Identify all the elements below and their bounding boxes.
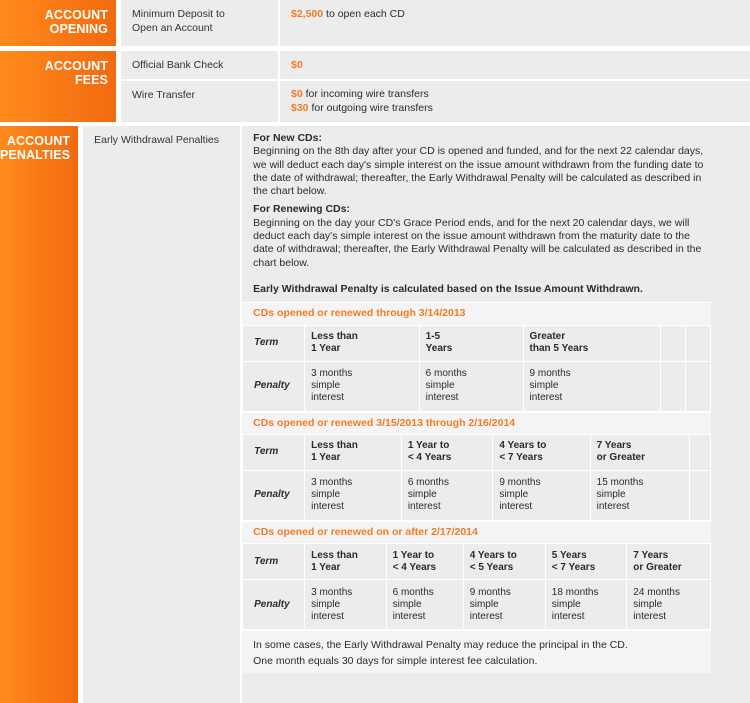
term-cell: Greater than 5 Years bbox=[523, 325, 661, 361]
term-row bbox=[243, 434, 711, 470]
category-account-opening bbox=[0, 0, 116, 46]
category-line: OPENING bbox=[49, 22, 108, 36]
minimum-deposit-label: Minimum Deposit to Open an Account bbox=[121, 0, 278, 46]
penalty-cell: 3 months simple interest bbox=[305, 580, 387, 630]
term-cell: 7 Years or Greater bbox=[590, 434, 689, 470]
term-row-label: Term bbox=[243, 544, 305, 580]
term-cell: 4 Years to < 7 Years bbox=[493, 434, 590, 470]
empty-cell bbox=[686, 325, 711, 361]
section-account-fees bbox=[0, 51, 750, 122]
penalty-cell: 6 months simple interest bbox=[401, 470, 493, 520]
term-row bbox=[243, 325, 711, 361]
footnote-month-days: One month equals 30 days for simple interest fee calculation. bbox=[253, 655, 538, 668]
category-line: FEES bbox=[74, 73, 108, 87]
early-withdrawal-details bbox=[242, 126, 750, 703]
penalty-table bbox=[242, 543, 711, 630]
penalty-row bbox=[243, 470, 711, 520]
term-cell: Less than 1 Year bbox=[305, 325, 420, 361]
penalty-row bbox=[243, 361, 711, 411]
wire-transfer-label: Wire Transfer bbox=[121, 81, 278, 122]
term-cell: 1 Year to < 4 Years bbox=[401, 434, 493, 470]
section-account-penalties bbox=[0, 126, 750, 703]
category-line: ACCOUNT bbox=[44, 59, 108, 73]
renewing-cds-heading: For Renewing CDs: bbox=[253, 203, 350, 216]
empty-cell bbox=[690, 470, 711, 520]
term-cell: 1 Year to < 4 Years bbox=[386, 544, 463, 580]
penalty-cell: 3 months simple interest bbox=[305, 361, 420, 411]
category-line: PENALTIES bbox=[0, 148, 71, 162]
bank-check-amount: $0 bbox=[291, 59, 303, 71]
footnote-principal: In some cases, the Early Withdrawal Penalty may reduce the principal in the CD. bbox=[253, 639, 628, 652]
penalty-cell: 3 months simple interest bbox=[305, 470, 402, 520]
term-row bbox=[243, 544, 711, 580]
penalty-calc-note: Early Withdrawal Penalty is calculated based on the Issue Amount Withdrawn. bbox=[253, 282, 643, 295]
penalty-table bbox=[242, 325, 711, 412]
term-cell: 7 Years or Greater bbox=[627, 544, 711, 580]
category-account-penalties bbox=[0, 126, 78, 703]
penalty-cell: 9 months simple interest bbox=[463, 580, 545, 630]
term-cell: Less than 1 Year bbox=[305, 434, 402, 470]
penalty-cell: 24 months simple interest bbox=[627, 580, 711, 630]
term-cell: 5 Years < 7 Years bbox=[545, 544, 627, 580]
term-row-label: Term bbox=[243, 325, 305, 361]
term-cell: 4 Years to < 5 Years bbox=[463, 544, 545, 580]
category-account-fees bbox=[0, 51, 116, 122]
wire-out-amount: $30 bbox=[291, 102, 309, 114]
empty-cell bbox=[661, 361, 686, 411]
term-row-label: Term bbox=[243, 434, 305, 470]
early-withdrawal-label: Early Withdrawal Penalties bbox=[83, 126, 240, 703]
footnotes bbox=[242, 630, 711, 673]
penalty-row-label: Penalty bbox=[243, 580, 305, 630]
penalty-table bbox=[242, 434, 711, 521]
term-cell: 1-5 Years bbox=[419, 325, 523, 361]
deposit-text: to open each CD bbox=[323, 8, 405, 20]
wire-out-text: for outgoing wire transfers bbox=[308, 102, 433, 114]
new-cds-heading: For New CDs: bbox=[253, 132, 322, 144]
empty-cell bbox=[686, 361, 711, 411]
penalty-row-label: Penalty bbox=[243, 361, 305, 411]
wire-in-amount: $0 bbox=[291, 88, 303, 100]
penalty-table-title: CDs opened or renewed through 3/14/2013 bbox=[242, 302, 711, 324]
wire-in-text: for incoming wire transfers bbox=[302, 88, 429, 100]
penalty-cell: 6 months simple interest bbox=[419, 361, 523, 411]
category-line: ACCOUNT bbox=[6, 134, 71, 148]
official-bank-check-label: Official Bank Check bbox=[121, 51, 278, 79]
empty-cell bbox=[690, 434, 711, 470]
penalty-cell: 6 months simple interest bbox=[386, 580, 463, 630]
penalty-row bbox=[243, 580, 711, 630]
penalty-cell: 9 months simple interest bbox=[523, 361, 661, 411]
penalty-table-title: CDs opened or renewed 3/15/2013 through 2/16/2014 bbox=[242, 412, 711, 434]
penalty-cell: 18 months simple interest bbox=[545, 580, 627, 630]
wire-transfer-value bbox=[280, 81, 750, 122]
deposit-amount: $2,500 bbox=[291, 8, 324, 20]
term-cell: Less than 1 Year bbox=[305, 544, 387, 580]
penalty-row-label: Penalty bbox=[243, 470, 305, 520]
penalty-cell: 15 months simple interest bbox=[590, 470, 689, 520]
renewing-cds-text: Beginning on the day your CD's Grace Period ends, and for the next 20 calendar days, we will deduct each day's simple interest on the issue amount withdrawn from the maturity date to the date of withdrawal; thereafter, the Early Withdrawal Penalty will be calculated as described in the chart below. bbox=[253, 216, 702, 269]
empty-cell bbox=[661, 325, 686, 361]
minimum-deposit-value bbox=[280, 0, 750, 46]
section-account-opening bbox=[0, 0, 750, 46]
category-line: ACCOUNT bbox=[44, 8, 108, 22]
penalty-table-title: CDs opened or renewed on or after 2/17/2014 bbox=[242, 521, 711, 543]
penalty-cell: 9 months simple interest bbox=[493, 470, 590, 520]
new-cds-text: Beginning on the 8th day after your CD is opened and funded, and for the next 22 calendar days, we will deduct each day's simple interest on the issue amount withdrawn from the funding date to the date of withdrawal; thereafter, the Early Withdrawal Penalty will be calculated as described in the chart below. bbox=[253, 145, 704, 198]
